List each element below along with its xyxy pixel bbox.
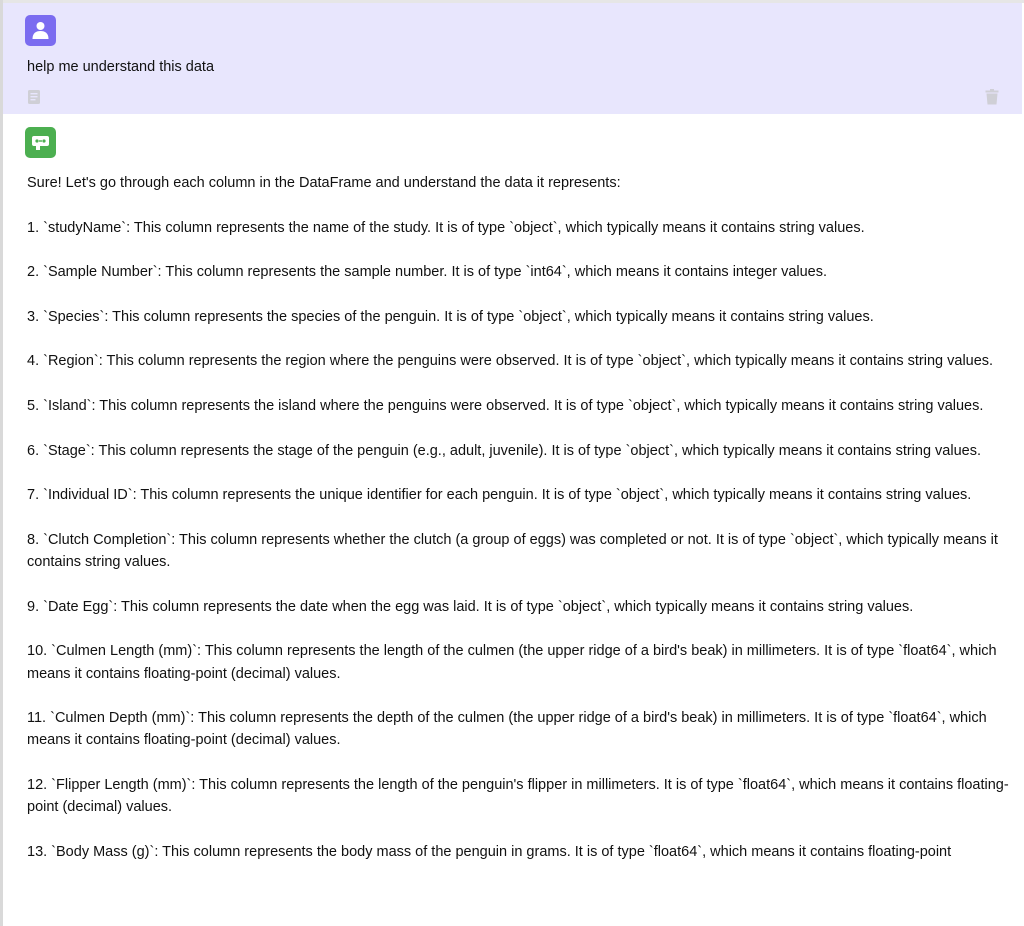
list-item: 2. `Sample Number`: This column represents the sample number. It is of type `int64`, which means it contains integer values.	[27, 264, 828, 281]
user-message	[3, 3, 1022, 114]
list-item: 5. `Island`: This column represents the island where the penguins were observed. It is of type `object`, which typically means it contains string values.	[27, 397, 984, 414]
copy-icon[interactable]	[27, 89, 41, 105]
list-item: 8. `Clutch Completion`: This column represents whether the clutch (a group of eggs) was completed or not. It is of type `object`, which typically means it contains string values.	[27, 531, 998, 571]
assistant-intro: Sure! Let's go through each column in the DataFrame and understand the data it represents:	[27, 175, 621, 191]
list-item: 11. `Culmen Depth (mm)`: This column represents the depth of the culmen (the upper ridge of a bird's beak) in millimeters. It is of type `float64`, which means it contains floating-point (decimal) values.	[27, 710, 987, 749]
assistant-message	[27, 172, 1017, 886]
user-avatar	[25, 15, 56, 46]
list-item: 7. `Individual ID`: This column represents the unique identifier for each penguin. It is of type `object`, which typically means it contains string values.	[27, 487, 972, 504]
left-divider	[0, 0, 3, 926]
user-message-text: help me understand this data	[27, 59, 215, 75]
user-icon	[32, 21, 49, 40]
list-item: 1. `studyName`: This column represents the name of the study. It is of type `object`, which typically means it contains string values.	[27, 219, 865, 236]
list-item: 6. `Stage`: This column represents the stage of the penguin (e.g., adult, juvenile). It is of type `object`, which typically means it contains string values.	[27, 442, 981, 459]
list-item: 10. `Culmen Length (mm)`: This column represents the length of the culmen (the upper ridge of a bird's beak) in millimeters. It is of type `float64`, which means it contains floating-point (decimal) values.	[27, 643, 997, 682]
trash-icon[interactable]	[985, 89, 999, 105]
list-item: 4. `Region`: This column represents the region where the penguins were observed. It is of type `object`, which typically means it contains string values.	[27, 353, 994, 370]
list-item: 9. `Date Egg`: This column represents the date when the egg was laid. It is of type `object`, which typically means it contains string values.	[27, 598, 914, 615]
list-item: 12. `Flipper Length (mm)`: This column represents the length of the penguin's flipper in millimeters. It is of type `float64`, which means it contains floating-point (decimal) values.	[27, 777, 1009, 816]
robot-icon	[31, 135, 50, 151]
list-item: 3. `Species`: This column represents the species of the penguin. It is of type `object`, which typically means it contains string values.	[27, 308, 874, 325]
assistant-avatar	[25, 127, 56, 158]
list-item: 13. `Body Mass (g)`: This column represents the body mass of the penguin in grams. It is of type `float64`, which means it contains floating-point	[27, 843, 952, 860]
